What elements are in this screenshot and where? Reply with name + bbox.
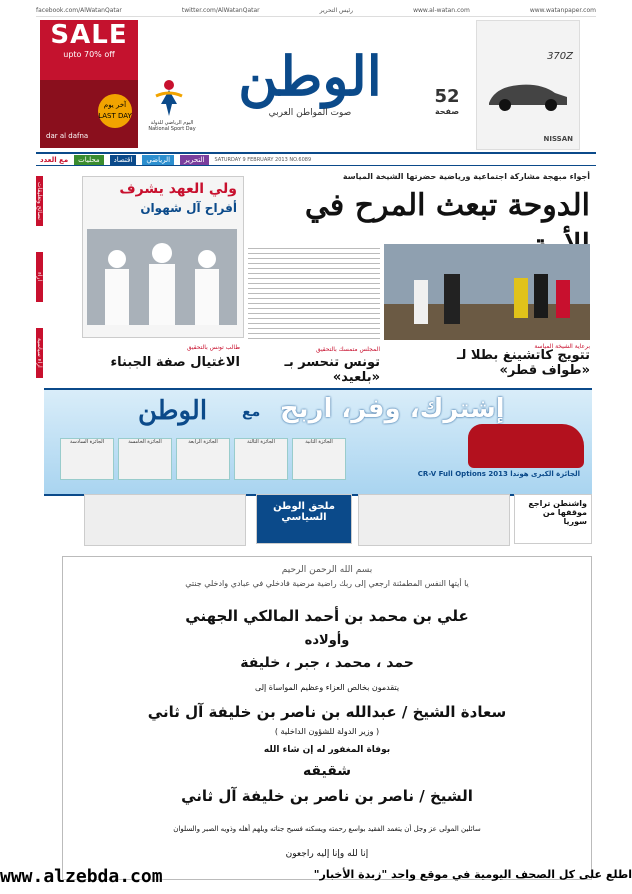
prize-3: الجائزة الثالثة bbox=[234, 438, 288, 480]
lead-body-text bbox=[248, 244, 380, 340]
car-ad[interactable] bbox=[476, 20, 580, 150]
crown-photo bbox=[87, 229, 237, 325]
masthead-logo: الوطن bbox=[238, 44, 382, 108]
side-tab-opinion[interactable]: آراء bbox=[36, 252, 43, 302]
notice-basmala: بسم الله الرحمن الرحيم bbox=[281, 565, 373, 575]
men-in-thobes-photo-icon bbox=[87, 229, 237, 325]
condolence-notice bbox=[62, 556, 592, 880]
crown-prince-story[interactable] bbox=[82, 176, 244, 338]
notice-brother: شقيقه bbox=[302, 763, 352, 779]
sale-headline: SALE bbox=[50, 20, 128, 50]
cycling-photo bbox=[384, 244, 590, 340]
tab-editorial[interactable]: التحرير bbox=[180, 155, 208, 165]
banner-with: مع bbox=[242, 404, 261, 420]
notice-for: بوفاة المغفور له إن شاء الله bbox=[263, 745, 391, 755]
crown-subtitle: أفراح آل شهوان bbox=[140, 201, 237, 215]
page-count bbox=[428, 86, 466, 116]
car-brand: NISSAN bbox=[543, 135, 573, 143]
left-kicker: طالب تونس بالتحقيق bbox=[186, 344, 240, 351]
bottom-ad bbox=[358, 494, 510, 546]
podium-photo-icon bbox=[384, 244, 590, 340]
notice-honoree: سعادة الشيخ / عبدالله بن ناصر بن خليفة آل ثاني bbox=[147, 703, 507, 721]
grand-prize bbox=[418, 470, 580, 478]
site-url[interactable]: www.al-watan.com bbox=[413, 6, 470, 14]
sale-ad[interactable] bbox=[40, 20, 138, 148]
mall-name: dar al dafna bbox=[46, 132, 89, 140]
section-nav bbox=[36, 152, 596, 166]
prize-4: الجائزة الرابعة bbox=[176, 438, 230, 480]
prize-6: الجائزة السادسة bbox=[60, 438, 114, 480]
bottom-row bbox=[84, 494, 592, 544]
masthead bbox=[200, 44, 420, 134]
site-url-2[interactable]: www.watanpaper.com bbox=[529, 6, 596, 14]
watermark-site[interactable]: www.alzebda.com bbox=[0, 866, 163, 887]
notice-offer: يتقدمون بخالص العزاء وعظيم المواساة إلى bbox=[254, 683, 400, 692]
middle-kicker: المجلس متمسك بالتحقيق bbox=[315, 346, 380, 353]
notice-name: علي بن محمد بن أحمد المالكي الجهني bbox=[185, 607, 469, 625]
social-link-1[interactable]: facebook.com/AlWatanQatar bbox=[36, 6, 122, 14]
prize-car bbox=[468, 424, 584, 468]
page-count-unit: صفحة bbox=[434, 107, 460, 116]
notice-sons-names: حمد ، محمد ، جبر ، خليفة bbox=[240, 655, 414, 671]
tab-local[interactable]: محليات bbox=[74, 155, 103, 165]
notice-sons: وأولاده bbox=[304, 633, 350, 648]
masthead-tagline: صوت المواطن العربي bbox=[268, 108, 352, 118]
prize-2: الجائزة الثانية bbox=[292, 438, 346, 480]
grand-prize-options: Full Options 2013 bbox=[438, 470, 508, 478]
bottom-text-left bbox=[84, 494, 246, 546]
crown-title: ولي العهد يشرف bbox=[119, 181, 237, 197]
right-headline[interactable]: تتويج كاتشينغ بطلا لـ «طواف قطر» bbox=[457, 348, 590, 378]
left-headline[interactable]: الاغتيال صفة الجبناء bbox=[110, 355, 240, 370]
right-kicker: برعاية الشيخة المياسة bbox=[534, 343, 590, 350]
sport-day-emblem-icon bbox=[152, 78, 186, 118]
syria-headline[interactable]: واشنطن تراجع موقفها من سوريا bbox=[514, 494, 592, 544]
banner-slogan: إشترك، وفر، اربح bbox=[280, 394, 505, 424]
subscription-banner[interactable] bbox=[44, 388, 592, 496]
lead-headline[interactable]: الدوحة تبعث المرح في bbox=[304, 188, 590, 223]
tab-sports[interactable]: الرياضي bbox=[142, 155, 174, 165]
side-tab-advice[interactable]: نصائح وتعليقات bbox=[36, 176, 43, 226]
middle-headline[interactable]: تونس تنحسر بـ «بلعيد» bbox=[284, 355, 380, 385]
notice-deceased: الشيخ / ناصر بن ناصر بن خليفة آل ثاني bbox=[181, 787, 473, 805]
banner-logo: الوطن bbox=[138, 396, 208, 426]
page-count-value: 52 bbox=[434, 86, 460, 107]
notice-closing: إنا لله وإنا إليه راجعون bbox=[285, 849, 369, 859]
sale-percent: upto 70% off bbox=[63, 50, 115, 59]
watermark-tagline: اطلع على كل الصحف اليومية في موقع واحد "زبدة الأخبار" bbox=[313, 868, 632, 881]
last-day-badge: آخر يوم LAST DAY bbox=[98, 94, 132, 128]
side-tab-politics[interactable]: آراء سياسية bbox=[36, 328, 43, 378]
notice-role: ( وزير الدولة للشؤون الداخلية ) bbox=[274, 727, 380, 736]
top-strip bbox=[36, 4, 596, 17]
prize-5: الجائزة الخامسة bbox=[118, 438, 172, 480]
social-link-2[interactable]: twitter.com/AlWatanQatar bbox=[181, 6, 260, 14]
issue-label: مع العدد bbox=[40, 155, 69, 164]
lead-kicker: أجواء مبهجة مشاركة اجتماعية ورياضية حضرتها الشيخة المياسة bbox=[342, 172, 590, 181]
emblem-caption: اليوم الرياضي للدولة National Sport Day bbox=[148, 120, 196, 132]
tab-economy[interactable]: اقتصاد bbox=[110, 155, 137, 165]
car-model: 370Z bbox=[547, 51, 573, 62]
editor-label: رئيس التحرير bbox=[319, 6, 354, 14]
political-supplement[interactable]: ملحق الوطن السياسي bbox=[256, 494, 352, 544]
notice-verse: يا أيتها النفس المطمئنة ارجعي إلى ربك راضية مرضية فادخلي في عبادي وادخلي جنتي bbox=[185, 579, 469, 588]
grand-prize-label: الجائزة الكبرى هوندا CR-V bbox=[417, 470, 580, 478]
issue-date: SATURDAY 9 FEBRUARY 2013 NO.6089 bbox=[214, 156, 312, 163]
sports-car-icon bbox=[485, 73, 571, 113]
notice-prayer: سائلين المولى عز وجل أن يتغمد الفقيد بواسع رحمته ويسكنه فسيح جناته ويلهم أهله وذويه الصبر والسلوان bbox=[173, 825, 481, 833]
